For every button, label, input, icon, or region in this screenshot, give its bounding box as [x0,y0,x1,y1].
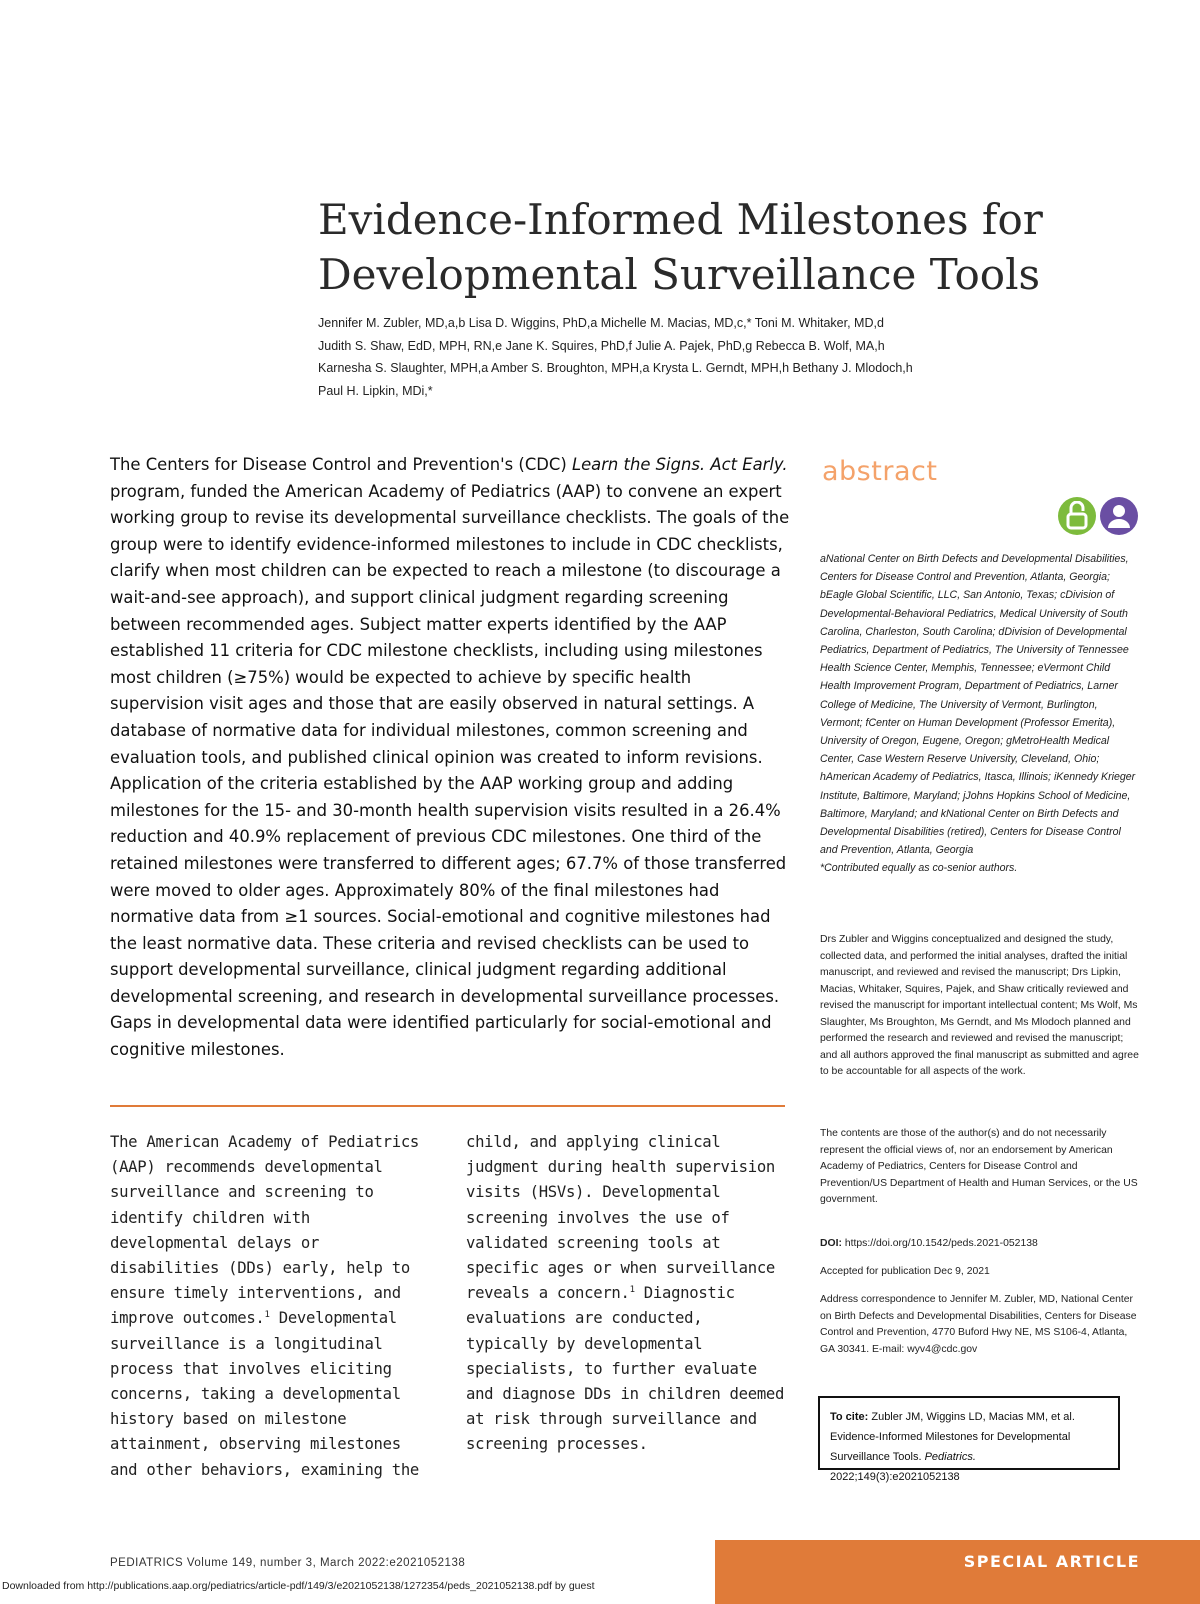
affiliations [820,550,1140,878]
citation-box [818,1396,1120,1483]
co-senior-note: *Contributed equally as co-senior authors. [820,862,1018,875]
author-icon[interactable] [1100,497,1138,535]
section-divider [110,1105,785,1107]
open-access-icon[interactable] [1058,497,1096,535]
intro-text: child, and applying clinical judgment during health supervision visits (HSVs). Developmental screening involves the use of validated screening tools at specific ages or when surveillance reveals a concern. [466,1133,776,1303]
abstract-main: program, funded the American Academy of Pediatrics (AAP) to convene an expert working group to revise its developmental surveillance checklists. The goals of the group were to identify evidence-informed milestones to include in CDC checklists, clarify when most children can be expected to reach a milestone (to discourage a wait-and-see approach), and support clinical judgment regarding screening between recommended ages. Subject matter experts identified by the AAP established 11 criteria for CDC milestone checklists, including using milestones most children (≥75%) would be expected to achieve by specific health supervision visit ages and those that are easily observed in natural settings. A database of normative data for individual milestones, common screening and evaluation tools, and published clinical opinion was created to inform revisions. Application of the criteria established by the AAP working group and adding milestones for the 15- and 30-month health supervision visits resulted in a 26.4% reduction and 40.9% replacement of previous CDC milestones. One third of the retained milestones were transferred to different ages; 67.7% of those transferred were moved to older ages. Approximately 80% of the final milestones had normative data from ≥1 sources. Social-emotional and cognitive milestones had the least normative data. These criteria and revised checklists can be used to support developmental surveillance, clinical judgment regarding additional developmental screening, and research in developmental surveillance processes. Gaps in developmental data were identified particularly for social-emotional and cognitive milestones. [110,481,790,1060]
program-name: Learn the Signs. Act Early. [571,455,788,474]
doi-link[interactable]: https://doi.org/10.1542/peds.2021-052138 [841,1238,1038,1249]
citation-journal: Pediatrics. [924,1451,976,1463]
intro-text: Developmental surveillance is a longitudinal process that involves eliciting concerns, taking a developmental history based on milestone attainment, observing milestones and other behaviors, examining the [110,1309,420,1479]
section-bar [715,1540,1200,1604]
intro-text: The American Academy of Pediatrics (AAP) recommends developmental surveillance and screening to identify children with developmental delays or disabilities (DDs) early, help to ensure timely interventions, and improve outcomes. [110,1133,420,1328]
title-line-2: Developmental Surveillance Tools [318,250,1041,299]
title-line-1: Evidence-Informed Milestones for [318,195,1043,244]
section-label: SPECIAL ARTICLE [963,1552,1140,1571]
disclaimer: The contents are those of the author(s) and do not necessarily represent the official views of, nor an endorsement by American Academy of Pediatrics, Centers for Disease Control and Prevention/US Department of Health and Human Services, or the US government. [820,1128,1138,1205]
download-note: Downloaded from http://publications.aap.org/pediatrics/article-pdf/149/3/e2021052138/1272354/peds_2021052138.pdf by guest [2,1580,595,1592]
intro-column-2 [466,1130,786,1458]
correspondence-address: Address correspondence to Jennifer M. Zubler, MD, National Center on Birth Defects and Developmental Disabilities, Centers for Disease Control and Prevention, 4770 Buford Hwy NE, MS S106-4, Atlanta, GA 30341. E-mail: wyv4@cdc.gov [820,1294,1137,1355]
doi-line [820,1236,1140,1253]
author-contributions: Drs Zubler and Wiggins conceptualized and designed the study, collected data, and performed the initial analyses, drafted the initial manuscript, and reviewed and revised the manuscript; Drs Lipkin, Macias, Whitaker, Squires, Pajek, and Shaw critically reviewed and revised the manuscript for important intellectual content; Ms Wolf, Ms Slaughter, Ms Broughton, Ms Gerndt, and Ms Mlodoch planned and performed the research and reviewed and revised the manuscript; and all authors approved the final manuscript as submitted and agree to be accountable for all aspects of the work. [820,934,1139,1077]
affiliations-text: aNational Center on Birth Defects and Developmental Disabilities, Centers for Disease Control and Prevention, Atlanta, Georgia; bEagle Global Scientific, LLC, San Antonio, Texas; cDivision of Developmental-Behavioral Pediatrics, Medical University of South Carolina, Charleston, South Carolina; dDivision of Developmental Pediatrics, Department of Pediatrics, The University of Tennessee Health Science Center, Memphis, Tennessee; eVermont Child Health Improvement Program, Department of Pediatrics, Larner College of Medicine, The University of Vermont, Burlington, Vermont; fCenter on Human Development (Professor Emerita), University of Oregon, Eugene, Oregon; gMetroHealth Medical Center, Case Western Reserve University, Cleveland, Ohio; hAmerican Academy of Pediatrics, Itasca, Illinois; iKennedy Krieger Institute, Baltimore, Maryland; jJohns Hopkins School of Medicine, Baltimore, Maryland; and kNational Center on Birth Defects and Developmental Disabilities (retired), Centers for Disease Control and Prevention, Atlanta, Georgia [820,553,1136,857]
journal-footer: PEDIATRICS Volume 149, number 3, March 2022:e2021052138 [110,1557,466,1569]
reference-link[interactable]: 1 [629,1285,635,1296]
doi-label: DOI: [820,1238,842,1249]
abstract-heading: abstract [822,456,938,487]
citation-label: To cite: [830,1411,869,1423]
article-title [318,192,1078,302]
citation-authors: Zubler JM, Wiggins LD, Macias MM, et al. Evidence-Informed Milestones for Developmental Surveillance Tools. [830,1411,1075,1463]
author-line: Karnesha S. Slaughter, MPH,a Amber S. Broughton, MPH,a Krysta L. Gerndt, MPH,h Bethany J. Mlodoch,h [318,361,913,375]
author-icon-glyph [1105,502,1133,530]
accepted-date: Accepted for publication Dec 9, 2021 [820,1266,990,1277]
abstract-body [110,452,790,1064]
author-list [318,312,1038,402]
author-line: Jennifer M. Zubler, MD,a,b Lisa D. Wiggins, PhD,a Michelle M. Macias, MD,c,* Toni M. Whitaker, MD,d [318,316,884,330]
citation-details: 2022;149(3):e2021052138 [830,1471,960,1483]
reference-link[interactable]: 1 [264,1310,270,1321]
author-line: Paul H. Lipkin, MDi,* [318,383,433,398]
abstract-intro: The Centers for Disease Control and Prevention's (CDC) [110,455,572,474]
intro-text: Diagnostic evaluations are conducted, typically by developmental specialists, to further evaluate and diagnose DDs in children deemed at risk through surveillance and screening processes. [466,1284,785,1454]
open-access-icon-glyph [1064,501,1090,531]
author-line: Judith S. Shaw, EdD, MPH, RN,e Jane K. Squires, PhD,f Julie A. Pajek, PhD,g Rebecca B. Wolf, MA,h [318,338,885,353]
intro-column-1 [110,1130,430,1483]
